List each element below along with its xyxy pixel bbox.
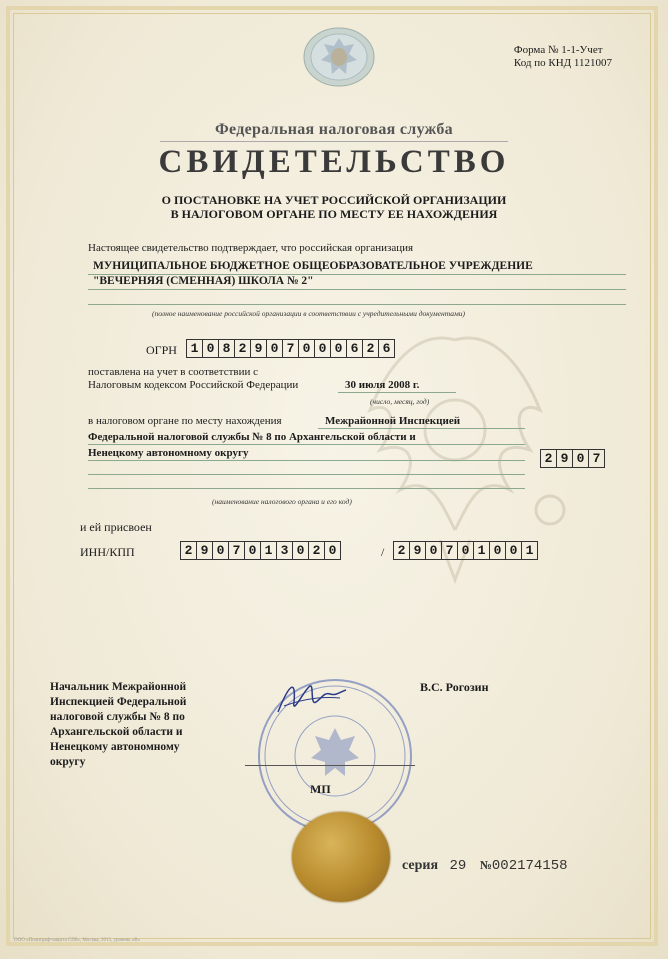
form-number: Форма № 1-1-Учет [513, 44, 603, 56]
form-code [514, 44, 612, 70]
subtitle-line-1: О ПОСТАНОВКЕ НА УЧЕТ РОССИЙСКОЙ ОРГАНИЗАЦИИ [161, 193, 507, 207]
authority-intro: в налоговом органе по месту нахождения [88, 415, 282, 427]
serial-number: 002174158 [491, 858, 568, 874]
title-divider [160, 141, 508, 142]
ogrn-digit: 6 [382, 341, 391, 356]
ogrn-digit: 0 [331, 340, 347, 357]
authority-code-digit: 2 [541, 450, 557, 467]
ogrn-digit: 8 [219, 340, 235, 357]
position-line-4: Архангельской области и [50, 726, 183, 738]
inn-kpp-label: ИНН/КПП [80, 545, 135, 559]
fill-line [338, 392, 456, 393]
ogrn-digit: 7 [283, 340, 299, 357]
registered-text-1: поставлена на учет в соответствии с [88, 366, 259, 378]
series-block [402, 858, 568, 874]
ogrn-boxes [186, 339, 395, 358]
registered-text-2: Налоговым кодексом Российской Федерации [88, 379, 299, 391]
inn-digit: 0 [213, 542, 229, 559]
kpp-digit: 0 [506, 542, 522, 559]
document-subtitle [0, 193, 668, 221]
ogrn-digit: 0 [267, 340, 283, 357]
series-label: серия [402, 858, 439, 873]
fill-line [88, 460, 525, 461]
authority-code-digit: 7 [592, 451, 601, 466]
fill-line [88, 289, 626, 290]
ogrn-label: ОГРН [146, 343, 177, 357]
document-title: СВИДЕТЕЛЬСТВО [158, 144, 510, 180]
position-line-2: Инспекцией Федеральной [50, 696, 187, 708]
authority-code-digit: 9 [557, 450, 573, 467]
ogrn-digit: 2 [363, 340, 379, 357]
date-hint: (число, месяц, год) [370, 397, 430, 406]
ogrn-digit: 0 [203, 340, 219, 357]
inn-digit: 2 [309, 542, 325, 559]
kpp-digit: 2 [394, 542, 410, 559]
inn-digit: 3 [277, 542, 293, 559]
fill-line [318, 428, 525, 429]
kpp-digit: 1 [474, 542, 490, 559]
inn-digit: 0 [245, 542, 261, 559]
gold-seal-icon [292, 812, 390, 902]
fill-line [88, 488, 525, 489]
subtitle-line-2: В НАЛОГОВОМ ОРГАНЕ ПО МЕСТУ ЕЕ НАХОЖДЕНИЯ [170, 207, 498, 221]
ogrn-digit: 9 [251, 340, 267, 357]
series-number: 29 [449, 858, 467, 874]
inn-boxes [180, 541, 341, 560]
position-line-5: Ненецкому автономному [50, 741, 180, 753]
position-line-3: налоговой службы № 8 по [50, 711, 185, 723]
kpp-digit: 1 [525, 543, 534, 558]
signature-line [245, 765, 415, 766]
inn-digit: 0 [328, 543, 337, 558]
inn-digit: 1 [261, 542, 277, 559]
stamp-place-label: МП [310, 782, 331, 796]
kpp-boxes [393, 541, 538, 560]
kpp-digit: 0 [458, 542, 474, 559]
service-name: Федеральная налоговая служба [215, 121, 453, 138]
printer-info: ООО «Полиграф-защита СПб», Москва, 2013, уровень «В» [14, 938, 141, 943]
inn-digit: 9 [197, 542, 213, 559]
org-name-line-2: "ВЕЧЕРНЯЯ (СМЕННАЯ) ШКОЛА № 2" [93, 275, 314, 287]
inn-digit: 0 [293, 542, 309, 559]
authority-line-1: Межрайонной Инспекцией [325, 415, 461, 427]
signatory-position [50, 680, 186, 770]
registration-date: 30 июля 2008 г. [345, 379, 420, 391]
intro-text: Настоящее свидетельство подтверждает, что российская организация [88, 242, 414, 254]
fill-line [88, 474, 525, 475]
ogrn-digit: 6 [347, 340, 363, 357]
inn-digit: 2 [181, 542, 197, 559]
inn-digit: 7 [229, 542, 245, 559]
authority-code-boxes [540, 449, 605, 468]
knd-code: Код по КНД 1121007 [513, 57, 612, 69]
position-line-6: округу [50, 756, 86, 768]
fill-line [88, 304, 626, 305]
kpp-digit: 0 [426, 542, 442, 559]
kpp-digit: 9 [410, 542, 426, 559]
org-name-hint: (полное наименование российской организации в соответствии с учредительными документами) [152, 309, 466, 318]
signature-icon [270, 672, 350, 722]
ogrn-digit: 0 [315, 340, 331, 357]
assigned-text: и ей присвоен [80, 520, 152, 534]
kpp-digit: 7 [442, 542, 458, 559]
ogrn-digit: 2 [235, 340, 251, 357]
authority-code-digit: 0 [573, 450, 589, 467]
org-name-line-1: МУНИЦИПАЛЬНОЕ БЮДЖЕТНОЕ ОБЩЕОБРАЗОВАТЕЛЬНОЕ УЧРЕЖДЕНИЕ [93, 260, 533, 272]
inn-kpp-slash: / [381, 545, 385, 559]
number-sign: № [479, 858, 492, 872]
signatory-name: В.С. Рогозин [420, 680, 489, 694]
ogrn-digit: 1 [187, 340, 203, 357]
kpp-digit: 0 [490, 542, 506, 559]
authority-line-2: Федеральной налоговой службы № 8 по Архангельской области и [88, 431, 416, 443]
fill-line [88, 444, 525, 445]
hologram-emblem-icon [302, 26, 376, 88]
position-line-1: Начальник Межрайонной [50, 681, 187, 693]
authority-line-3: Ненецкому автономному округу [88, 447, 249, 459]
authority-hint: (наименование налогового органа и его код) [212, 497, 352, 506]
ogrn-digit: 0 [299, 340, 315, 357]
